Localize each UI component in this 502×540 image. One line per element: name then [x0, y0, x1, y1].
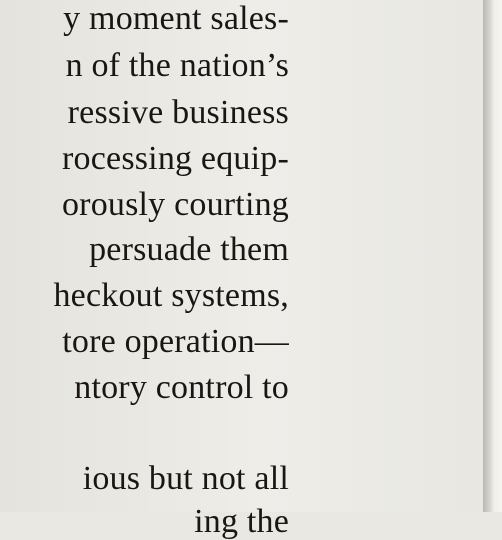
text-line-7: heckout systems, — [53, 277, 289, 314]
text-line-12: ing the — [194, 503, 289, 540]
text-line-1: y moment sales- — [63, 0, 289, 37]
text-line-2: n of the nation’s — [65, 47, 289, 84]
text-line-11: ious but not all — [82, 460, 289, 497]
text-line-4: rocessing equip- — [62, 140, 289, 177]
text-line-6: persuade them — [89, 231, 289, 268]
text-line-5: orously courting — [61, 186, 289, 223]
text-line-3: ressive business — [67, 94, 289, 131]
text-line-9: ntory control to — [74, 369, 289, 406]
text-line-8: tore operation— — [62, 323, 289, 360]
page-edge-gutter — [483, 0, 502, 512]
